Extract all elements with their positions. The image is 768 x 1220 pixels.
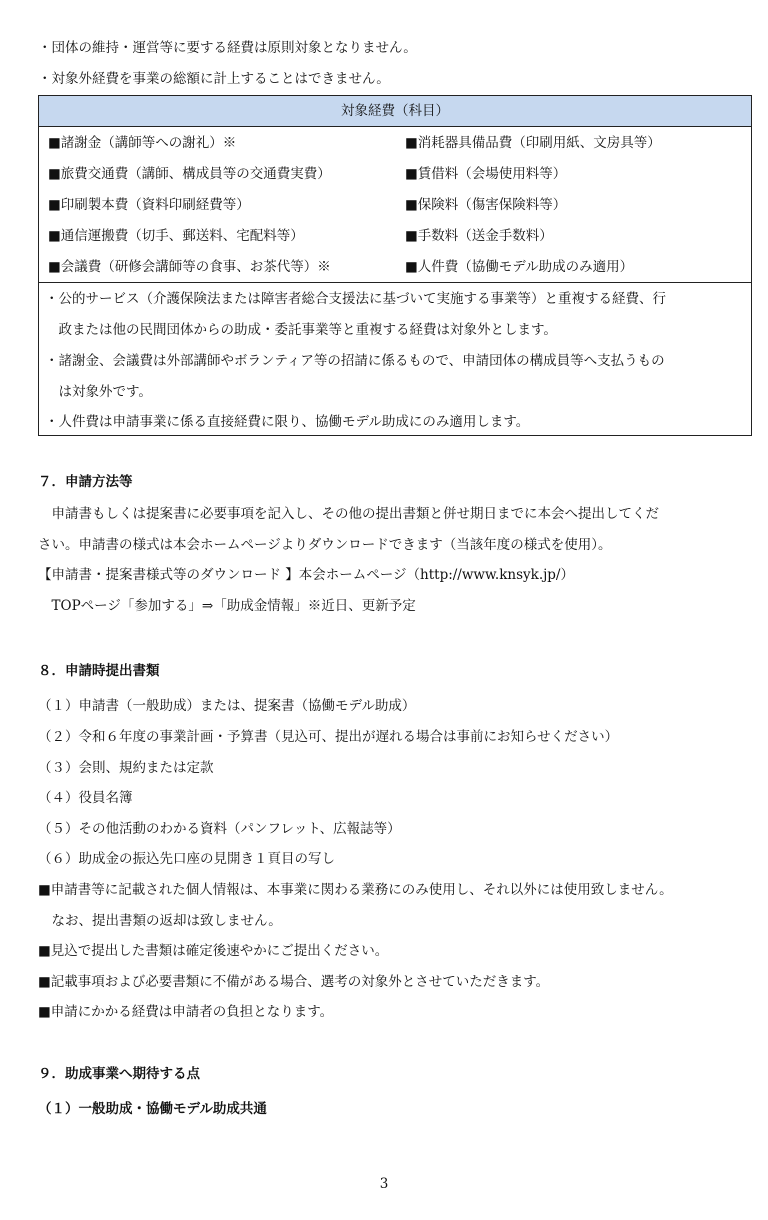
expense-right-5: ■人件費（協働モデル助成のみ適用） [405,259,634,275]
table-note-3: ・諸謝金、会議費は外部講師やボランティア等の招請に係るもので、申請団体の構成員等へ支払うもの [45,353,665,369]
section8-note-1: ■申請書等に記載された個人情報は、本事業に関わる業務にのみ使用し、それ以外には使用致しません。 [38,882,673,898]
section8-title: ８．申請時提出書類 [38,663,160,679]
section8-item-4: （４）役員名簿 [38,790,133,806]
section7-download-line: 【申請書・提案書様式等のダウンロード 】本会ホームページ（http://www.knsyk.jp/） [38,567,574,583]
expense-right-1: ■消耗器具備品費（印刷用紙、文房具等） [405,135,661,151]
expense-left-2: ■旅費交通費（講師、構成員等の交通費実費） [48,166,331,182]
intro-line-2: ・対象外経費を事業の総額に計上することはできません。 [38,71,390,87]
section7-line-2: さい。申請書の様式は本会ホームページよりダウンロードできます（当該年度の様式を使用）。 [38,537,612,553]
page-number: 3 [379,1176,389,1192]
expense-right-4: ■手数料（送金手数料） [405,228,553,244]
section8-item-2: （２）令和６年度の事業計画・予算書（見込可、提出が遅れる場合は事前にお知らせください） [38,729,619,745]
expense-left-4: ■通信運搬費（切手、郵送料、宅配料等） [48,228,304,244]
section8-item-5: （５）その他活動のわかる資料（パンフレット、広報誌等） [38,821,401,837]
section9-title: ９．助成事業へ期待する点 [38,1066,200,1082]
section8-note-2: なお、提出書類の返却は致しません。 [38,913,282,929]
section8-note-4: ■記載事項および必要書類に不備がある場合、選考の対象外とさせていただきます。 [38,974,550,990]
section8-note-3: ■見込で提出した書類は確定後速やかにご提出ください。 [38,943,389,959]
section8-item-6: （６）助成金の振込先口座の見開き１頁目の写し [38,851,335,867]
expense-right-2: ■賃借料（会場使用料等） [405,166,567,182]
table-note-5: ・人件費は申請事業に係る直接経費に限り、協働モデル助成にのみ適用します。 [45,414,530,430]
section8-item-3: （３）会則、規約または定款 [38,760,214,776]
table-divider [39,282,751,283]
section9-subtitle: （１）一般助成・協働モデル助成共通 [38,1101,267,1117]
table-header: 対象経費（科目） [39,96,751,127]
section8-note-5: ■申請にかかる経費は申請者の負担となります。 [38,1004,334,1020]
section8-item-1: （１）申請書（一般助成）または、提案書（協働モデル助成） [38,698,416,714]
table-note-1: ・公的サービス（介護保険法または障害者総合支援法に基づいて実施する事業等）と重複する経費、行 [45,291,666,307]
table-note-4: は対象外です。 [45,384,152,400]
section7-line-1: 申請書もしくは提案書に必要事項を記入し、その他の提出書類と併せ期日までに本会へ提出してくだ [38,506,659,522]
eligible-expenses-table [38,95,752,436]
table-note-2: 政または他の民間団体からの助成・委託事業等と重複する経費は対象外とします。 [45,322,557,338]
expense-right-3: ■保険料（傷害保険料等） [405,197,567,213]
expense-left-5: ■会議費（研修会講師等の食事、お茶代等）※ [48,259,331,275]
section7-title: ７．申請方法等 [38,474,133,490]
section7-nav-line: TOPページ「参加する」⇒「助成金情報」※近日、更新予定 [38,598,416,614]
intro-line-1: ・団体の維持・運営等に要する経費は原則対象となりません。 [38,40,417,56]
expense-left-3: ■印刷製本費（資料印刷経費等） [48,197,250,213]
expense-left-1: ■諸謝金（講師等への謝礼）※ [48,135,237,151]
